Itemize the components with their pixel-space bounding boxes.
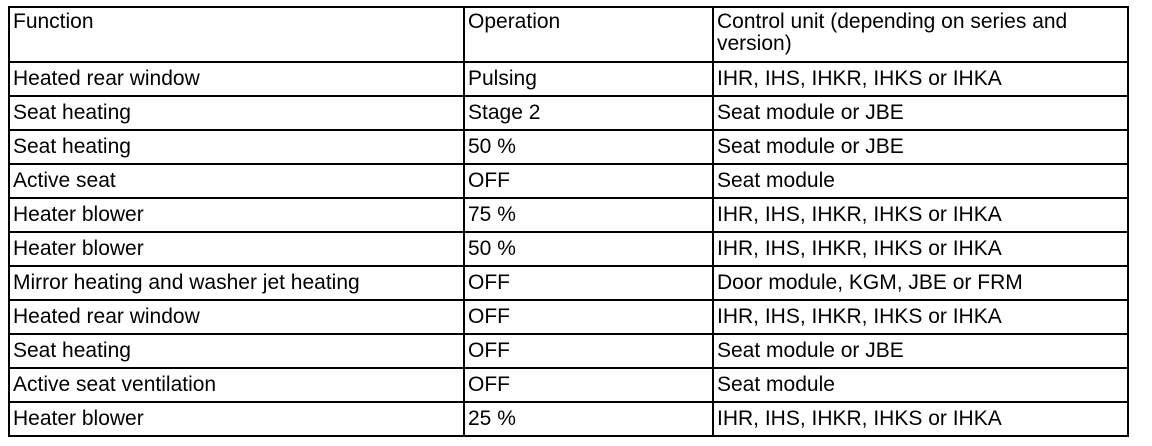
cell-operation: OFF <box>464 334 713 368</box>
table-row <box>9 96 1128 130</box>
header-row <box>9 7 1128 62</box>
table-row <box>9 232 1128 266</box>
cell-function: Seat heating <box>9 130 464 164</box>
cell-function: Heater blower <box>9 232 464 266</box>
function-operation-table <box>8 6 1129 437</box>
cell-operation: OFF <box>464 368 713 402</box>
cell-control-unit: IHR, IHS, IHKR, IHKS or IHKA <box>713 402 1128 436</box>
cell-operation: Pulsing <box>464 62 713 96</box>
cell-control-unit: IHR, IHS, IHKR, IHKS or IHKA <box>713 62 1128 96</box>
cell-control-unit: IHR, IHS, IHKR, IHKS or IHKA <box>713 198 1128 232</box>
cell-operation: 50 % <box>464 232 713 266</box>
table-row <box>9 334 1128 368</box>
cell-control-unit: IHR, IHS, IHKR, IHKS or IHKA <box>713 232 1128 266</box>
table-row <box>9 300 1128 334</box>
table-row <box>9 368 1128 402</box>
header-operation: Operation <box>464 7 713 62</box>
table-row <box>9 266 1128 300</box>
table-row <box>9 164 1128 198</box>
cell-operation: OFF <box>464 164 713 198</box>
cell-operation: Stage 2 <box>464 96 713 130</box>
cell-control-unit: Seat module or JBE <box>713 130 1128 164</box>
cell-operation: 75 % <box>464 198 713 232</box>
cell-function: Seat heating <box>9 334 464 368</box>
cell-function: Heater blower <box>9 402 464 436</box>
cell-control-unit: Seat module <box>713 164 1128 198</box>
cell-operation: 25 % <box>464 402 713 436</box>
table-row <box>9 130 1128 164</box>
header-control-unit: Control unit (depending on series and version) <box>713 7 1128 62</box>
cell-function: Seat heating <box>9 96 464 130</box>
cell-function: Active seat ventilation <box>9 368 464 402</box>
cell-function: Heater blower <box>9 198 464 232</box>
cell-function: Active seat <box>9 164 464 198</box>
table-body <box>9 62 1128 436</box>
cell-control-unit: Seat module or JBE <box>713 96 1128 130</box>
cell-control-unit: Seat module <box>713 368 1128 402</box>
cell-operation: 50 % <box>464 130 713 164</box>
cell-function: Mirror heating and washer jet heating <box>9 266 464 300</box>
cell-control-unit: Door module, KGM, JBE or FRM <box>713 266 1128 300</box>
cell-function: Heated rear window <box>9 62 464 96</box>
cell-control-unit: IHR, IHS, IHKR, IHKS or IHKA <box>713 300 1128 334</box>
cell-operation: OFF <box>464 266 713 300</box>
table-row <box>9 198 1128 232</box>
cell-control-unit: Seat module or JBE <box>713 334 1128 368</box>
table-row <box>9 62 1128 96</box>
cell-operation: OFF <box>464 300 713 334</box>
cell-function: Heated rear window <box>9 300 464 334</box>
table-row <box>9 402 1128 436</box>
header-function: Function <box>9 7 464 62</box>
table-header <box>9 7 1128 62</box>
